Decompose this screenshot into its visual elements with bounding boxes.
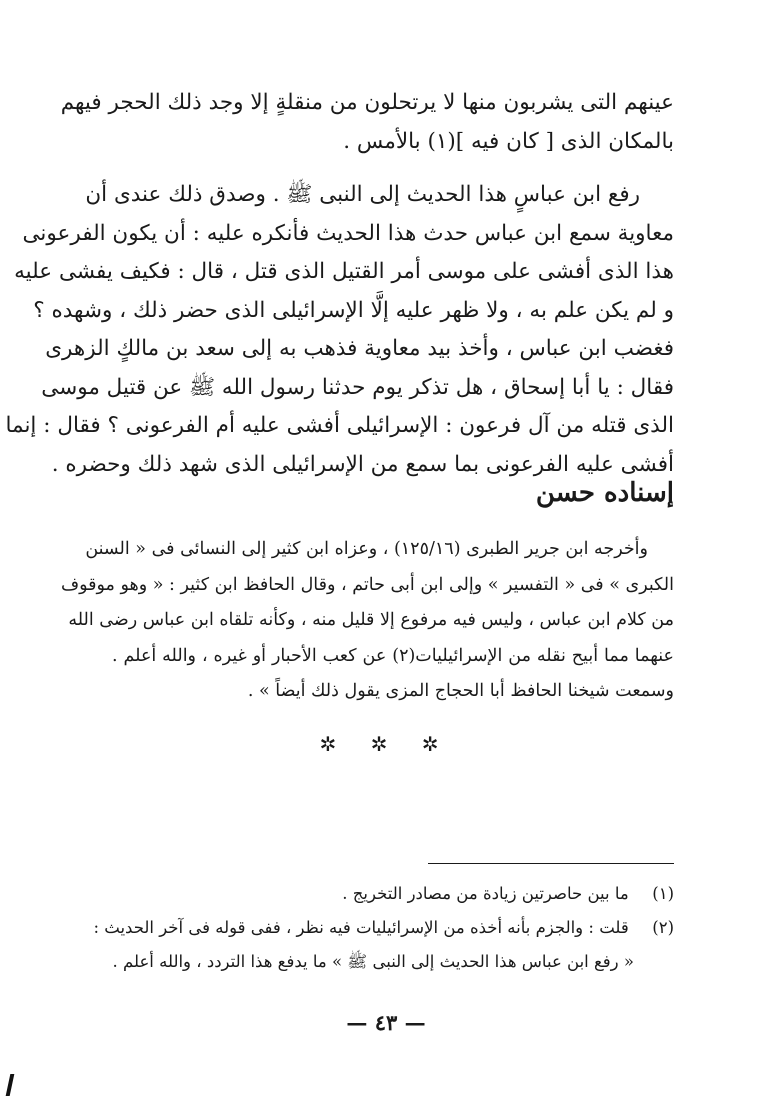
footnote-number: (١) (652, 884, 674, 903)
text-line: فغضب ابن عباس ، وأخذ بيد معاوية فذهب به إلى سعد بن مالكٍ الزهرى (45, 336, 674, 361)
footnote-divider (428, 863, 674, 864)
footnote-item (93, 911, 674, 945)
section-separator: ✲ ✲ ✲ (319, 732, 453, 756)
text-line: و لم يكن علم به ، ولا ظهر عليه إلَّا الإسرائيلى الذى حضر ذلك ، وشهده ؟ (33, 297, 674, 323)
text-line: بالمكان الذى [ كان فيه ](١) بالأمس . (343, 128, 674, 154)
paragraph-1 (60, 84, 674, 161)
footnote-text: قلت : والجزم بأنه أخذه من الإسرائيليات فيه نظر ، ففى قوله فى آخر الحديث : (93, 918, 629, 937)
text-line: هذا الذى أفشى على موسى أمر القتيل الذى قتل ، قال : فكيف يفشى عليه (14, 259, 674, 284)
footnote-number: (٢) (652, 918, 674, 937)
footnotes (93, 877, 674, 979)
text-line: معاوية سمع ابن عباس حدث هذا الحديث فأنكره عليه : أن يكون الفرعونى (22, 220, 674, 246)
footnote-text: ما بين حاصرتين زيادة من مصادر التخريج . (342, 884, 629, 903)
paragraph-3 (60, 532, 675, 710)
text-line: فقال : يا أبا إسحاق ، هل تذكر يوم حدثنا رسول الله ﷺ عن قتيل موسى (41, 374, 674, 400)
footnote-item (112, 877, 674, 911)
scan-mark (6, 1074, 15, 1096)
paragraph-2 (5, 176, 674, 484)
text-line: من كلام ابن عباس ، وليس فيه مرفوع إلا قليل منه ، وكأنه تلقاه ابن عباس رضى الله (68, 610, 674, 630)
text-line: رفع ابن عباسٍ هذا الحديث إلى النبى ﷺ . وصدق ذلك عندى أن (85, 182, 640, 207)
text-line: عنهما مما أبيح نقله من الإسرائيليات(٢) عن كعب الأحبار أو غيره ، والله أعلم . (112, 645, 675, 666)
text-line: وأخرجه ابن جرير الطبرى (١٢٥/١٦) ، وعزاه ابن كثير إلى النسائى فى « السنن (85, 539, 648, 559)
text-line: الذى قتله من آل فرعون : الإسرائيلى أفشى عليه أم الفرعونى ؟ فقال : إنما (5, 413, 674, 438)
text-line: الكبرى » فى « التفسير » وإلى ابن أبى حاتم ، وقال الحافظ ابن كثير : « وهو موقوف (60, 574, 674, 595)
section-heading: إسناده حسن (535, 478, 674, 508)
footnote-text: « رفع ابن عباس هذا الحديث إلى النبى ﷺ » ما يدفع هذا التردد ، والله أعلم . (112, 952, 634, 971)
page-number: — ٤٣ — (346, 1010, 426, 1035)
text-line: وسمعت شيخنا الحافظ أبا الحجاج المزى يقول ذلك أيضاً » . (247, 681, 674, 701)
text-line: أفشى عليه الفرعونى بما سمع من الإسرائيلى الذى شهد ذلك وحضره . (51, 451, 674, 477)
text-line: عينهم التى يشربون منها لا يرتحلون من منقلةٍ إلا وجد ذلك الحجر فيهم (60, 90, 674, 115)
